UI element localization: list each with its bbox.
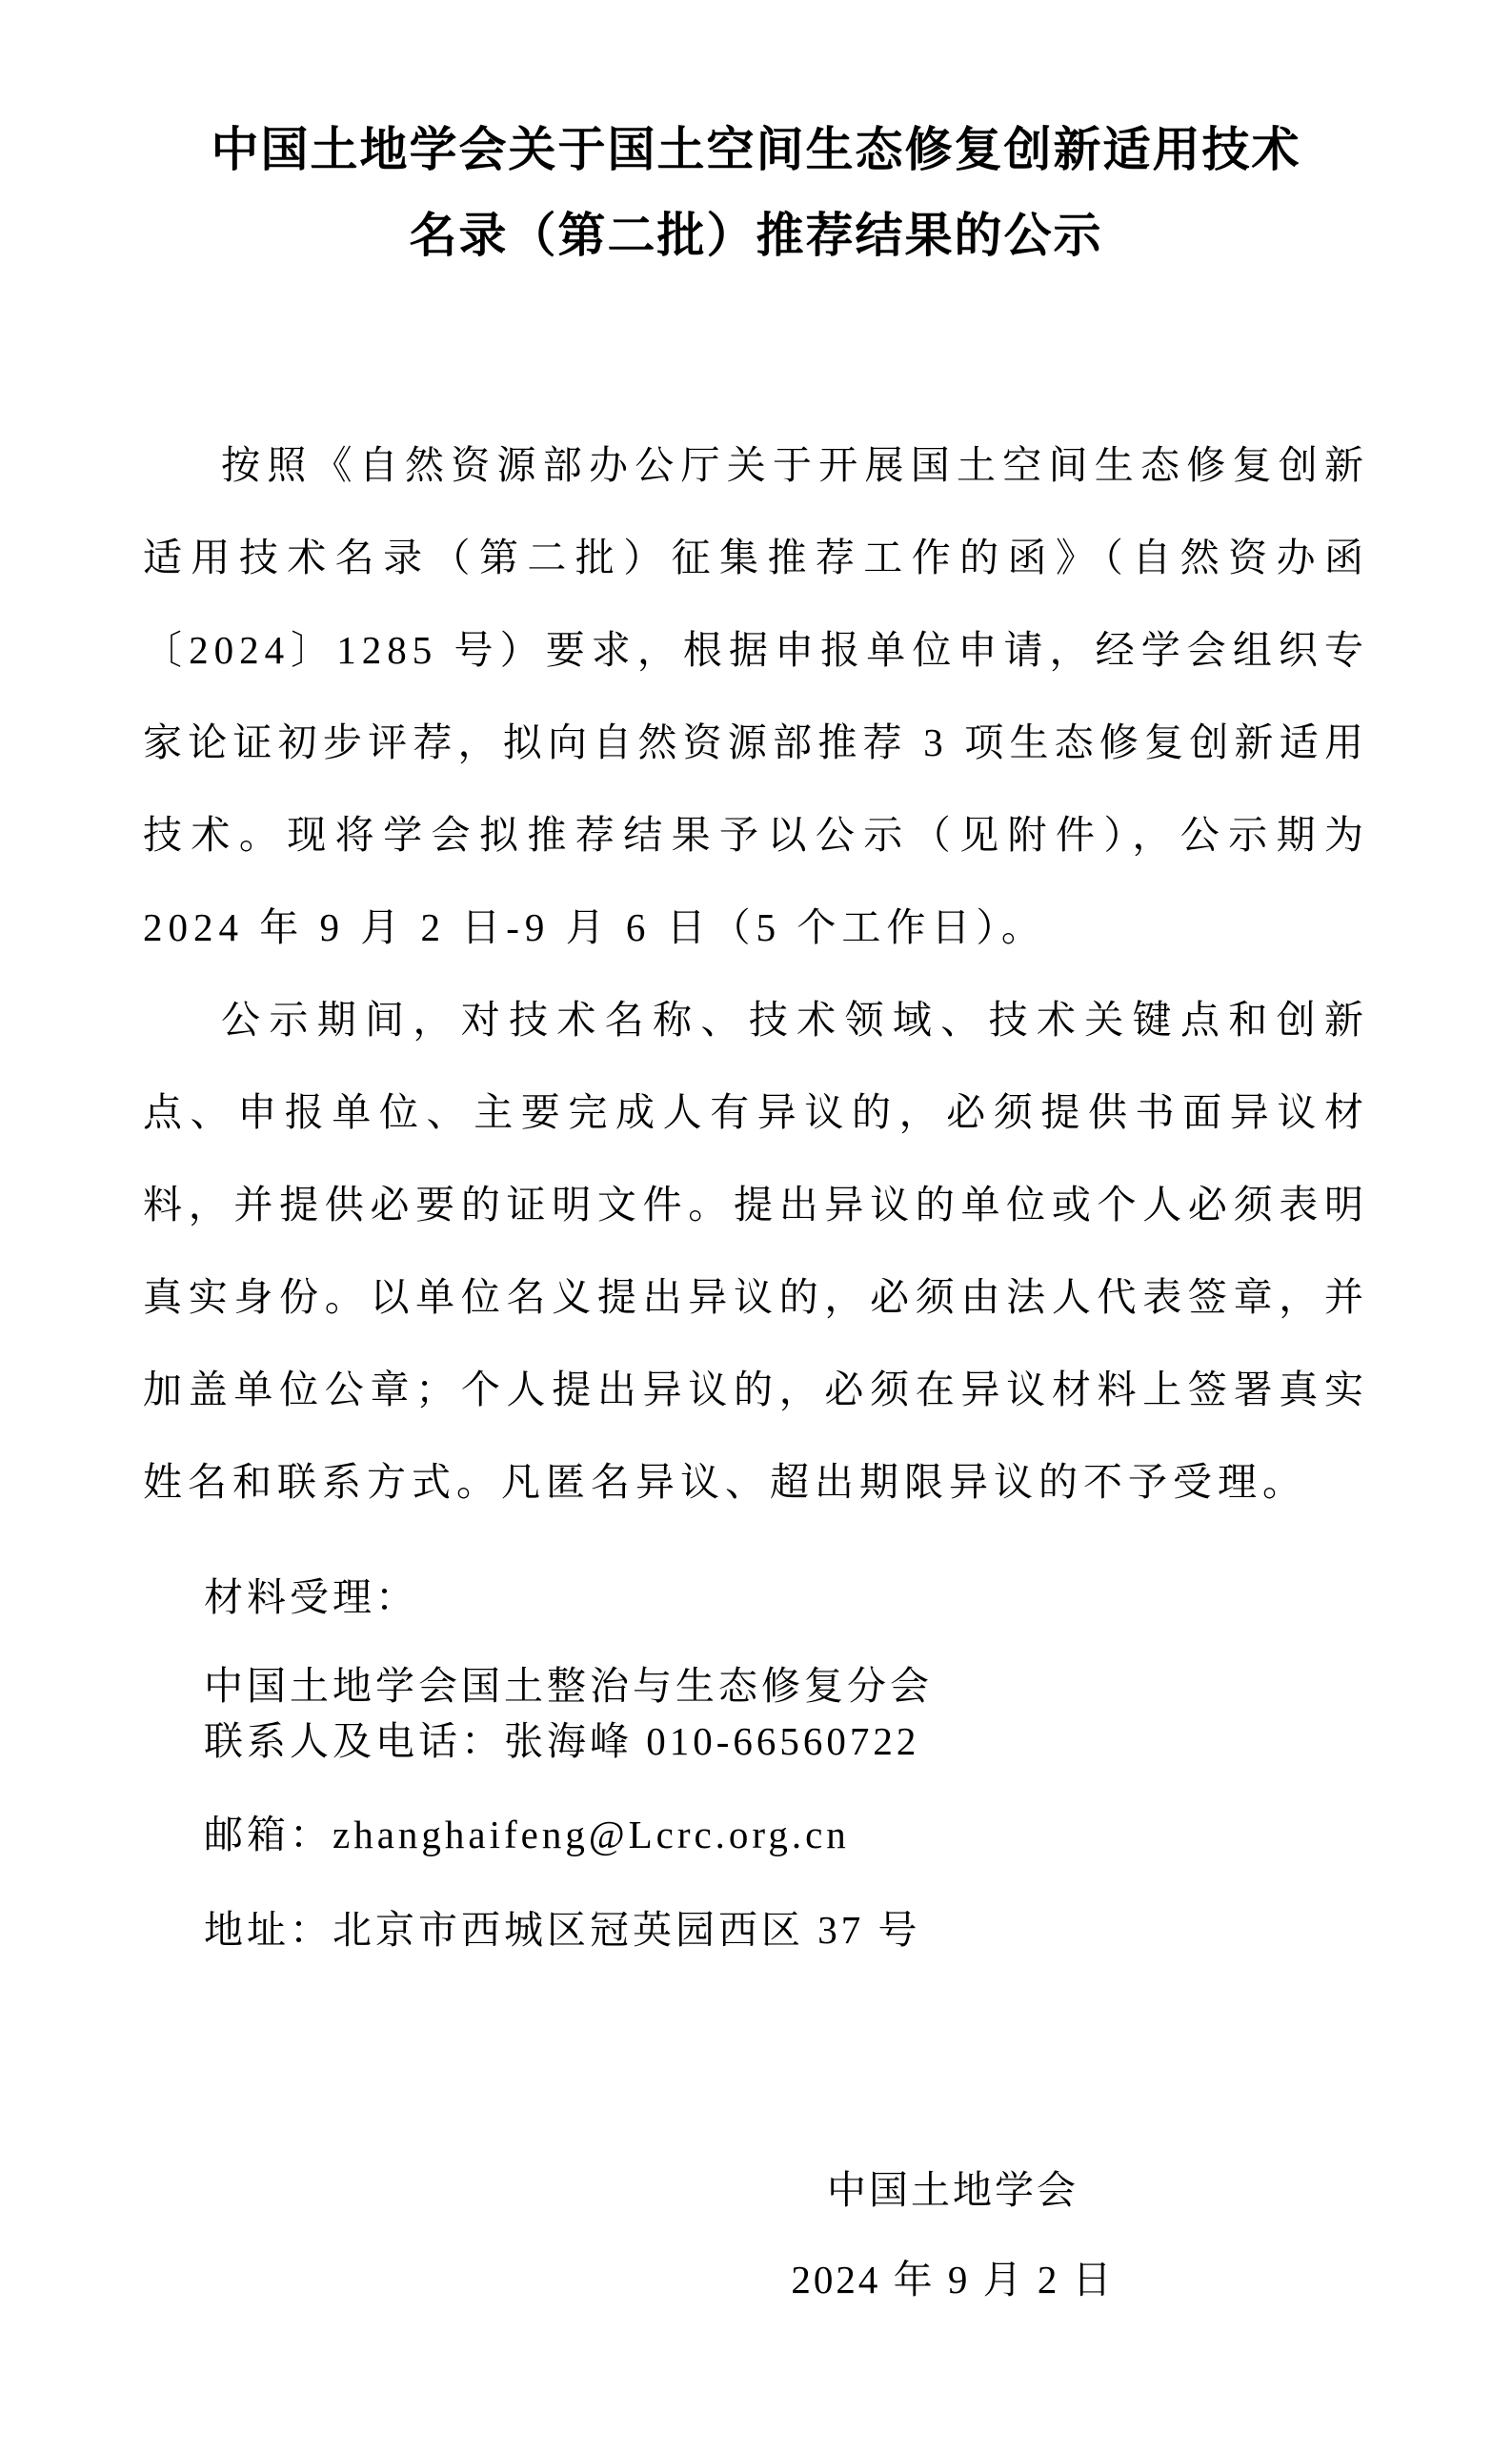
document-footer (753, 2152, 1153, 2318)
document-title-line2: 名录（第二批）推荐结果的公示 (409, 209, 1103, 262)
contact-phone-line: 联系人及电话：张海峰 010-66560722 (204, 1719, 920, 1763)
footer-date: 2024 年 9 月 2 日 (791, 2258, 1115, 2301)
footer-signature: 中国土地学会 (827, 2168, 1079, 2212)
body-paragraph-1: 按照《自然资源部办公厅关于开展国土空间生态修复创新适用技术名录（第二批）征集推荐工作的函》（自然资办函〔2024〕1285 号）要求，根据申报单位申请，经学会组织专家论证初步评荐，拟向自然资源部推荐 3 项生态修复创新适用技术。现将学会拟推荐结果予以公示（见附件），公示期为 2024 年 9 月 2 日-9 月 6 日（5 个工作日）。 (143, 443, 1369, 949)
contact-organization: 中国土地学会国土整治与生态修复分会 (204, 1664, 933, 1708)
contact-org-group (204, 1658, 1369, 1769)
document-title-line1: 中国土地学会关于国土空间生态修复创新适用技术 (211, 123, 1301, 176)
document-body (143, 419, 1369, 1529)
contact-section (143, 1569, 1369, 1957)
body-paragraph-2: 公示期间，对技术名称、技术领域、技术关键点和创新点、申报单位、主要完成人有异议的，必须提供书面异议材料，并提供必要的证明文件。提出异议的单位或个人必须表明真实身份。以单位名义提出异议的，必须由法人代表签章，并加盖单位公章；个人提出异议的，必须在异议材料上签署真实姓名和联系方式。凡匿名异议、超出期限异议的不予受理。 (143, 998, 1369, 1504)
contact-email-line: 邮箱：zhanghaifeng@Lcrc.org.cn (204, 1813, 850, 1856)
contact-address-line: 地址：北京市西城区冠英园西区 37 号 (204, 1908, 921, 1952)
document-title (143, 107, 1369, 278)
contact-heading: 材料受理： (204, 1575, 418, 1619)
